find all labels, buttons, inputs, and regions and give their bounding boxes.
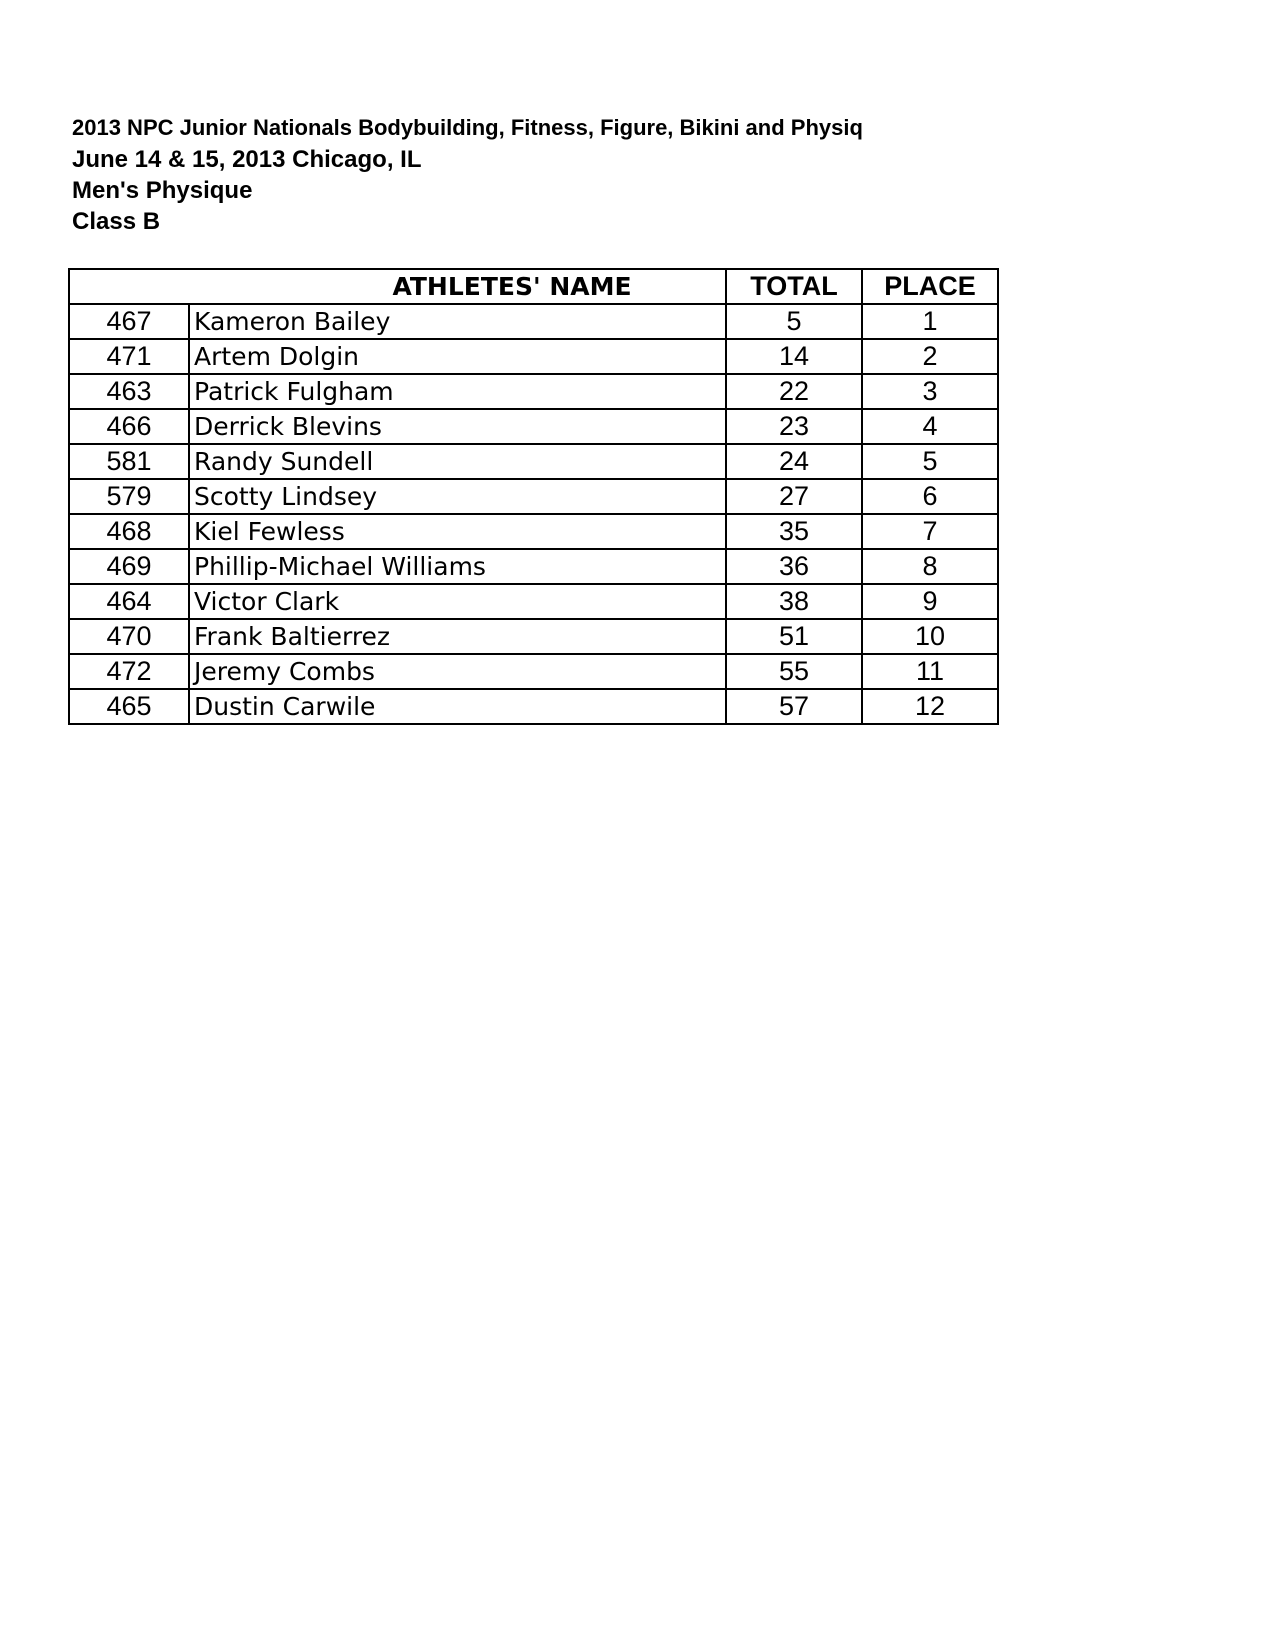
athlete-number: 579 (69, 479, 189, 514)
athlete-place: 1 (862, 304, 998, 339)
table-row (69, 584, 998, 619)
event-title: 2013 NPC Junior Nationals Bodybuilding, Fitness, Figure, Bikini and Physiq (72, 115, 863, 140)
athlete-place: 4 (862, 409, 998, 444)
athlete-number: 470 (69, 619, 189, 654)
division-title: Men's Physique (72, 177, 253, 204)
document-header (72, 112, 892, 237)
athlete-name: Derrick Blevins (189, 409, 726, 444)
table-row (69, 444, 998, 479)
athlete-number: 463 (69, 374, 189, 409)
table-row (69, 619, 998, 654)
athlete-name: Kameron Bailey (189, 304, 726, 339)
table-row (69, 549, 998, 584)
athlete-total: 55 (726, 654, 862, 689)
athlete-name: Dustin Carwile (189, 689, 726, 724)
athlete-place: 7 (862, 514, 998, 549)
name-column-header: ATHLETES' NAME (189, 269, 726, 304)
table-row (69, 304, 998, 339)
table-row (69, 374, 998, 409)
results-table (68, 268, 999, 725)
athlete-name: Phillip-Michael Williams (189, 549, 726, 584)
athlete-name: Patrick Fulgham (189, 374, 726, 409)
athlete-place: 6 (862, 479, 998, 514)
table-header-row (69, 269, 998, 304)
athlete-number: 464 (69, 584, 189, 619)
athlete-place: 12 (862, 689, 998, 724)
table-row (69, 689, 998, 724)
athlete-total: 51 (726, 619, 862, 654)
athlete-number: 466 (69, 409, 189, 444)
class-title: Class B (72, 208, 161, 235)
athlete-number: 468 (69, 514, 189, 549)
athlete-name: Kiel Fewless (189, 514, 726, 549)
table-row (69, 654, 998, 689)
athlete-name: Artem Dolgin (189, 339, 726, 374)
athlete-total: 35 (726, 514, 862, 549)
athlete-total: 36 (726, 549, 862, 584)
athlete-number: 472 (69, 654, 189, 689)
athlete-name: Randy Sundell (189, 444, 726, 479)
event-date-location: June 14 & 15, 2013 Chicago, IL (72, 146, 422, 173)
athlete-place: 8 (862, 549, 998, 584)
athlete-place: 10 (862, 619, 998, 654)
table-row (69, 479, 998, 514)
athlete-number: 465 (69, 689, 189, 724)
athlete-number: 469 (69, 549, 189, 584)
table-row (69, 339, 998, 374)
athlete-name: Victor Clark (189, 584, 726, 619)
athlete-place: 2 (862, 339, 998, 374)
table-row (69, 409, 998, 444)
athlete-total: 23 (726, 409, 862, 444)
table-row (69, 514, 998, 549)
results-body (69, 304, 998, 724)
athlete-name: Scotty Lindsey (189, 479, 726, 514)
place-column-header: PLACE (862, 269, 998, 304)
total-column-header: TOTAL (726, 269, 862, 304)
athlete-number: 467 (69, 304, 189, 339)
athlete-place: 3 (862, 374, 998, 409)
athlete-place: 5 (862, 444, 998, 479)
athlete-number: 471 (69, 339, 189, 374)
athlete-total: 27 (726, 479, 862, 514)
athlete-name: Jeremy Combs (189, 654, 726, 689)
athlete-total: 14 (726, 339, 862, 374)
athlete-place: 9 (862, 584, 998, 619)
athlete-total: 5 (726, 304, 862, 339)
athlete-place: 11 (862, 654, 998, 689)
number-column-header (69, 269, 189, 304)
athlete-name: Frank Baltierrez (189, 619, 726, 654)
athlete-total: 38 (726, 584, 862, 619)
athlete-total: 22 (726, 374, 862, 409)
athlete-number: 581 (69, 444, 189, 479)
athlete-total: 24 (726, 444, 862, 479)
athlete-total: 57 (726, 689, 862, 724)
